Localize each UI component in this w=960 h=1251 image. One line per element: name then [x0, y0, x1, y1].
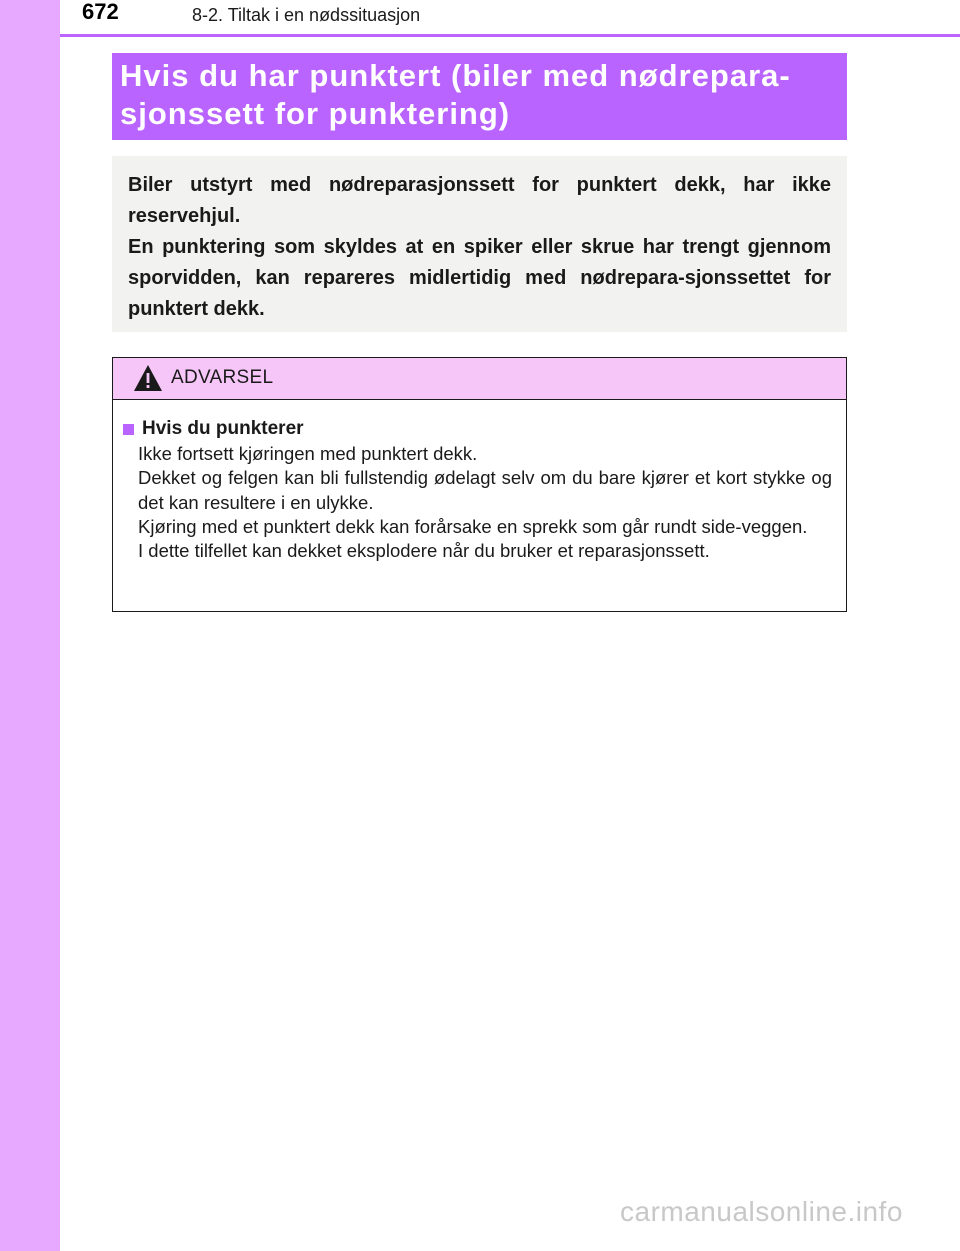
warning-text [123, 442, 832, 563]
warning-label: ADVARSEL [171, 367, 274, 388]
page-heading [112, 53, 847, 140]
warning-subheading [123, 416, 832, 442]
heading-line-2: sjonssett for punktering) [120, 96, 511, 131]
warning-line: Kjøring med et punktert dekk kan forårsake en sprekk som går rundt side-veggen. [138, 515, 808, 537]
intro-paragraph: Biler utstyrt med nødreparasjonssett for punktert dekk, har ikke reservehjul. [128, 174, 831, 227]
warning-line: Ikke fortsett kjøringen med punktert dekk. [138, 443, 478, 464]
warning-box [112, 357, 847, 612]
watermark: carmanualsonline.info [620, 1196, 903, 1227]
warning-line: I dette tilfellet kan dekket eksplodere når du bruker et reparasjonssett. [138, 540, 710, 562]
warning-triangle-icon [133, 364, 163, 392]
header-divider [60, 34, 960, 37]
warning-body [113, 400, 846, 563]
side-strip [0, 0, 60, 1251]
bullet-square-icon [123, 424, 134, 435]
warning-header [113, 358, 846, 400]
intro-paragraph: En punktering som skyldes at en spiker eller skrue har trengt gjennom sporvidden, kan repareres midlertidig med nødrepara-sjonssettet for punktert dekk. [128, 236, 831, 320]
warning-subheading-text: Hvis du punkterer [142, 418, 304, 439]
section-title: 8-2. Tiltak i en nødssituasjon [192, 5, 421, 25]
intro-box [112, 156, 847, 332]
heading-line-1: Hvis du har punktert (biler med nødrepara- [120, 58, 791, 93]
page-number: 672 [82, 0, 119, 24]
warning-line: Dekket og felgen kan bli fullstendig ødelagt selv om du bare kjører et kort stykke og det kan resultere i en ulykke. [138, 467, 832, 513]
